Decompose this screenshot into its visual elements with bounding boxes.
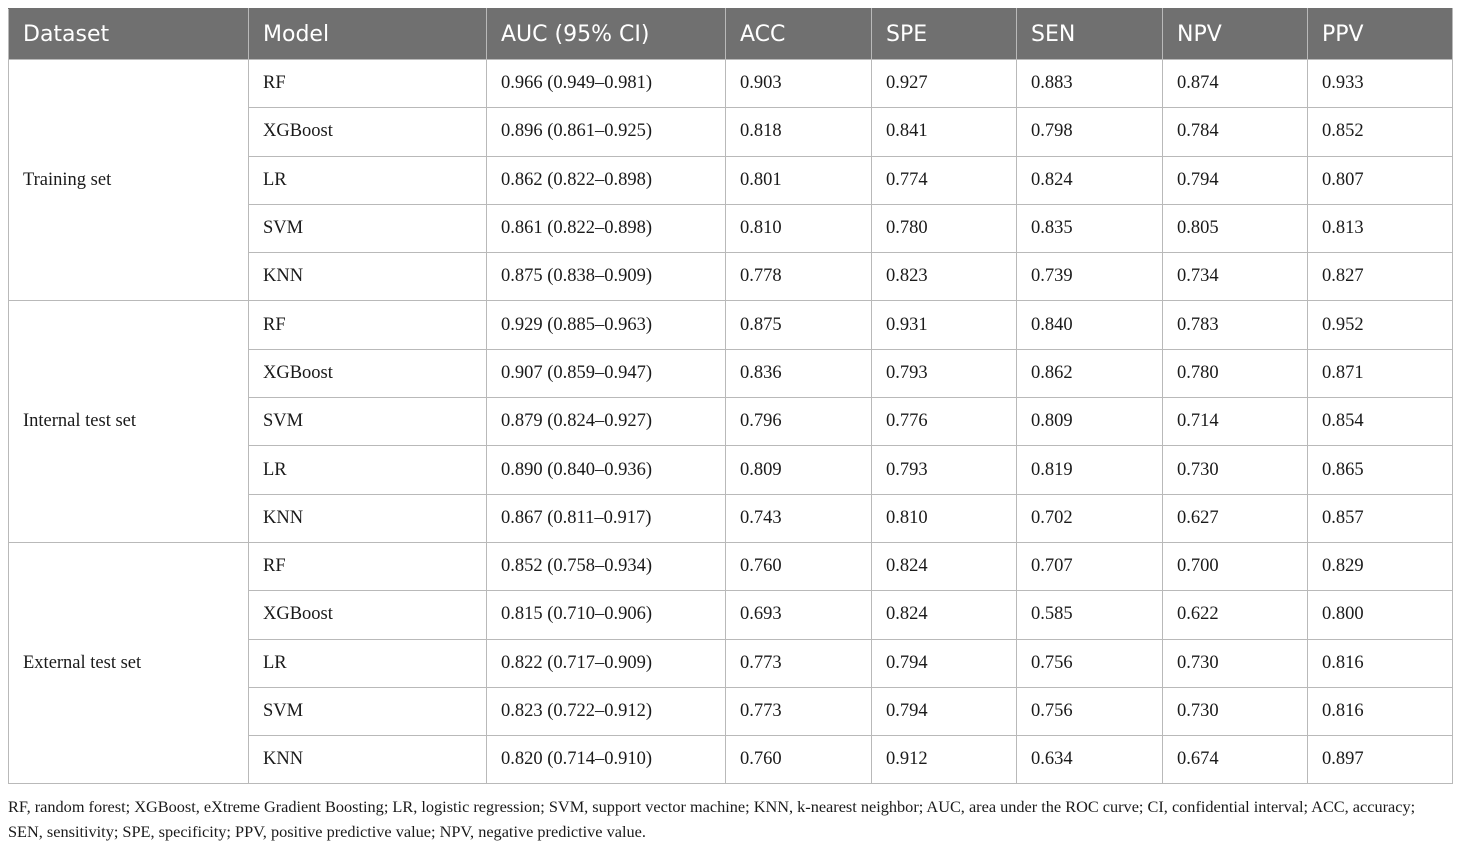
auc-cell: 0.861 (0.822–0.898)	[487, 204, 726, 252]
auc-cell: 0.896 (0.861–0.925)	[487, 108, 726, 156]
sen-cell: 0.862	[1017, 349, 1163, 397]
sen-cell: 0.634	[1017, 736, 1163, 784]
ppv-cell: 0.816	[1308, 639, 1453, 687]
table-row	[9, 542, 1453, 590]
npv-cell: 0.783	[1163, 301, 1308, 349]
spe-cell: 0.841	[872, 108, 1017, 156]
npv-cell: 0.805	[1163, 204, 1308, 252]
table-footnote: RF, random forest; XGBoost, eXtreme Gradient Boosting; LR, logistic regression; SVM, support vector machine; KNN, k-nearest neighbor; AUC, area under the ROC curve; CI, confidential interval; ACC, accuracy; SEN, sensitivity; SPE, specificity; PPV, positive predictive value; NPV, negative predictive value.	[8, 797, 1416, 842]
auc-cell: 0.929 (0.885–0.963)	[487, 301, 726, 349]
ppv-cell: 0.813	[1308, 204, 1453, 252]
acc-cell: 0.693	[726, 591, 872, 639]
ppv-cell: 0.807	[1308, 156, 1453, 204]
acc-cell: 0.801	[726, 156, 872, 204]
model-cell: LR	[249, 156, 487, 204]
header-sen: SEN	[1017, 9, 1163, 60]
header-acc: ACC	[726, 9, 872, 60]
npv-cell: 0.794	[1163, 156, 1308, 204]
spe-cell: 0.780	[872, 204, 1017, 252]
acc-cell: 0.760	[726, 542, 872, 590]
auc-cell: 0.875 (0.838–0.909)	[487, 253, 726, 301]
header-npv: NPV	[1163, 9, 1308, 60]
table-row	[9, 301, 1453, 349]
sen-cell: 0.702	[1017, 494, 1163, 542]
ppv-cell: 0.952	[1308, 301, 1453, 349]
acc-cell: 0.743	[726, 494, 872, 542]
spe-cell: 0.794	[872, 639, 1017, 687]
acc-cell: 0.809	[726, 446, 872, 494]
model-cell: KNN	[249, 494, 487, 542]
npv-cell: 0.674	[1163, 736, 1308, 784]
auc-cell: 0.879 (0.824–0.927)	[487, 398, 726, 446]
header-spe: SPE	[872, 9, 1017, 60]
model-cell: XGBoost	[249, 349, 487, 397]
model-cell: RF	[249, 301, 487, 349]
ppv-cell: 0.829	[1308, 542, 1453, 590]
sen-cell: 0.840	[1017, 301, 1163, 349]
npv-cell: 0.700	[1163, 542, 1308, 590]
ppv-cell: 0.871	[1308, 349, 1453, 397]
model-cell: RF	[249, 542, 487, 590]
acc-cell: 0.773	[726, 687, 872, 735]
header-model: Model	[249, 9, 487, 60]
dataset-cell: External test set	[9, 542, 249, 783]
spe-cell: 0.810	[872, 494, 1017, 542]
ppv-cell: 0.933	[1308, 60, 1453, 108]
header-ppv: PPV	[1308, 9, 1453, 60]
npv-cell: 0.714	[1163, 398, 1308, 446]
spe-cell: 0.793	[872, 446, 1017, 494]
model-cell: KNN	[249, 253, 487, 301]
sen-cell: 0.798	[1017, 108, 1163, 156]
auc-cell: 0.966 (0.949–0.981)	[487, 60, 726, 108]
ppv-cell: 0.865	[1308, 446, 1453, 494]
model-cell: SVM	[249, 204, 487, 252]
acc-cell: 0.903	[726, 60, 872, 108]
auc-cell: 0.852 (0.758–0.934)	[487, 542, 726, 590]
acc-cell: 0.875	[726, 301, 872, 349]
acc-cell: 0.836	[726, 349, 872, 397]
npv-cell: 0.730	[1163, 446, 1308, 494]
table-row	[9, 60, 1453, 108]
auc-cell: 0.862 (0.822–0.898)	[487, 156, 726, 204]
spe-cell: 0.774	[872, 156, 1017, 204]
ppv-cell: 0.852	[1308, 108, 1453, 156]
npv-cell: 0.734	[1163, 253, 1308, 301]
header-auc: AUC (95% CI)	[487, 9, 726, 60]
spe-cell: 0.931	[872, 301, 1017, 349]
dataset-cell: Training set	[9, 60, 249, 301]
model-cell: LR	[249, 639, 487, 687]
table-container	[8, 8, 1452, 844]
sen-cell: 0.883	[1017, 60, 1163, 108]
npv-cell: 0.627	[1163, 494, 1308, 542]
npv-cell: 0.780	[1163, 349, 1308, 397]
ppv-cell: 0.857	[1308, 494, 1453, 542]
spe-cell: 0.927	[872, 60, 1017, 108]
spe-cell: 0.793	[872, 349, 1017, 397]
acc-cell: 0.773	[726, 639, 872, 687]
npv-cell: 0.730	[1163, 639, 1308, 687]
auc-cell: 0.890 (0.840–0.936)	[487, 446, 726, 494]
model-cell: RF	[249, 60, 487, 108]
npv-cell: 0.622	[1163, 591, 1308, 639]
spe-cell: 0.824	[872, 591, 1017, 639]
npv-cell: 0.784	[1163, 108, 1308, 156]
model-cell: KNN	[249, 736, 487, 784]
auc-cell: 0.822 (0.717–0.909)	[487, 639, 726, 687]
results-table	[8, 8, 1453, 784]
model-cell: LR	[249, 446, 487, 494]
acc-cell: 0.778	[726, 253, 872, 301]
auc-cell: 0.823 (0.722–0.912)	[487, 687, 726, 735]
ppv-cell: 0.854	[1308, 398, 1453, 446]
sen-cell: 0.756	[1017, 687, 1163, 735]
ppv-cell: 0.800	[1308, 591, 1453, 639]
ppv-cell: 0.897	[1308, 736, 1453, 784]
acc-cell: 0.818	[726, 108, 872, 156]
sen-cell: 0.585	[1017, 591, 1163, 639]
acc-cell: 0.810	[726, 204, 872, 252]
table-body	[9, 60, 1453, 784]
spe-cell: 0.912	[872, 736, 1017, 784]
npv-cell: 0.730	[1163, 687, 1308, 735]
auc-cell: 0.815 (0.710–0.906)	[487, 591, 726, 639]
auc-cell: 0.867 (0.811–0.917)	[487, 494, 726, 542]
header-dataset: Dataset	[9, 9, 249, 60]
npv-cell: 0.874	[1163, 60, 1308, 108]
dataset-cell: Internal test set	[9, 301, 249, 542]
auc-cell: 0.907 (0.859–0.947)	[487, 349, 726, 397]
acc-cell: 0.796	[726, 398, 872, 446]
sen-cell: 0.739	[1017, 253, 1163, 301]
model-cell: XGBoost	[249, 108, 487, 156]
ppv-cell: 0.827	[1308, 253, 1453, 301]
spe-cell: 0.824	[872, 542, 1017, 590]
sen-cell: 0.835	[1017, 204, 1163, 252]
sen-cell: 0.707	[1017, 542, 1163, 590]
spe-cell: 0.823	[872, 253, 1017, 301]
model-cell: XGBoost	[249, 591, 487, 639]
spe-cell: 0.776	[872, 398, 1017, 446]
sen-cell: 0.756	[1017, 639, 1163, 687]
sen-cell: 0.819	[1017, 446, 1163, 494]
ppv-cell: 0.816	[1308, 687, 1453, 735]
sen-cell: 0.824	[1017, 156, 1163, 204]
header-row	[9, 9, 1453, 60]
model-cell: SVM	[249, 398, 487, 446]
auc-cell: 0.820 (0.714–0.910)	[487, 736, 726, 784]
sen-cell: 0.809	[1017, 398, 1163, 446]
acc-cell: 0.760	[726, 736, 872, 784]
model-cell: SVM	[249, 687, 487, 735]
spe-cell: 0.794	[872, 687, 1017, 735]
